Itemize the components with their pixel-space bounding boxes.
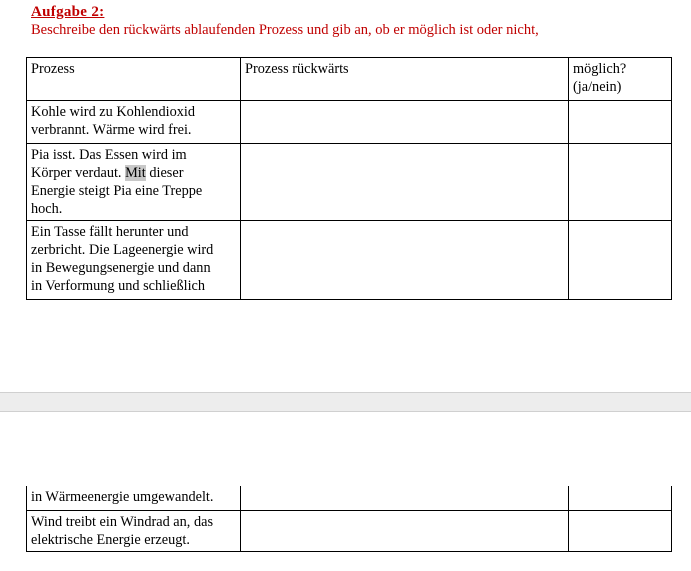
header-prozess[interactable]: Prozess bbox=[27, 58, 241, 101]
possible-cell[interactable] bbox=[569, 144, 672, 221]
possible-cell[interactable] bbox=[569, 101, 672, 144]
process-cell[interactable]: Wind treibt ein Windrad an, das elektrische Energie erzeugt. bbox=[27, 511, 241, 552]
reverse-cell[interactable] bbox=[241, 221, 569, 300]
task-heading: Aufgabe 2: bbox=[31, 4, 105, 20]
possible-cell[interactable] bbox=[569, 486, 672, 511]
header-moeglich[interactable]: möglich? (ja/nein) bbox=[569, 58, 672, 101]
process-cell[interactable]: Kohle wird zu Kohlendioxid verbrannt. Wärme wird frei. bbox=[27, 101, 241, 144]
process-cell[interactable]: in Wärmeenergie umgewandelt. bbox=[27, 486, 241, 511]
process-cell[interactable]: Pia isst. Das Essen wird im Körper verdaut. Mit dieser Energie steigt Pia eine Treppe hoch. bbox=[27, 144, 241, 221]
table-header-row bbox=[27, 58, 672, 101]
header-prozess-rueckwaerts[interactable]: Prozess rückwärts bbox=[241, 58, 569, 101]
reverse-cell[interactable] bbox=[241, 144, 569, 221]
text-selection: Mit bbox=[125, 165, 146, 181]
possible-cell[interactable] bbox=[569, 221, 672, 300]
reverse-cell[interactable] bbox=[241, 511, 569, 552]
reverse-cell[interactable] bbox=[241, 101, 569, 144]
process-table-continued bbox=[26, 486, 672, 552]
table-row bbox=[27, 101, 672, 144]
table-row bbox=[27, 486, 672, 511]
table-row bbox=[27, 221, 672, 300]
task-instruction: Beschreibe den rückwärts ablaufenden Prozess und gib an, ob er möglich ist oder nicht, bbox=[31, 22, 539, 38]
table-row bbox=[27, 511, 672, 552]
process-table bbox=[26, 57, 672, 300]
table-row bbox=[27, 144, 672, 221]
page-break bbox=[0, 392, 691, 412]
process-cell[interactable]: Ein Tasse fällt herunter und zerbricht. Die Lageenergie wird in Bewegungsenergie und dann in Verformung und schließlich bbox=[27, 221, 241, 300]
reverse-cell[interactable] bbox=[241, 486, 569, 511]
possible-cell[interactable] bbox=[569, 511, 672, 552]
